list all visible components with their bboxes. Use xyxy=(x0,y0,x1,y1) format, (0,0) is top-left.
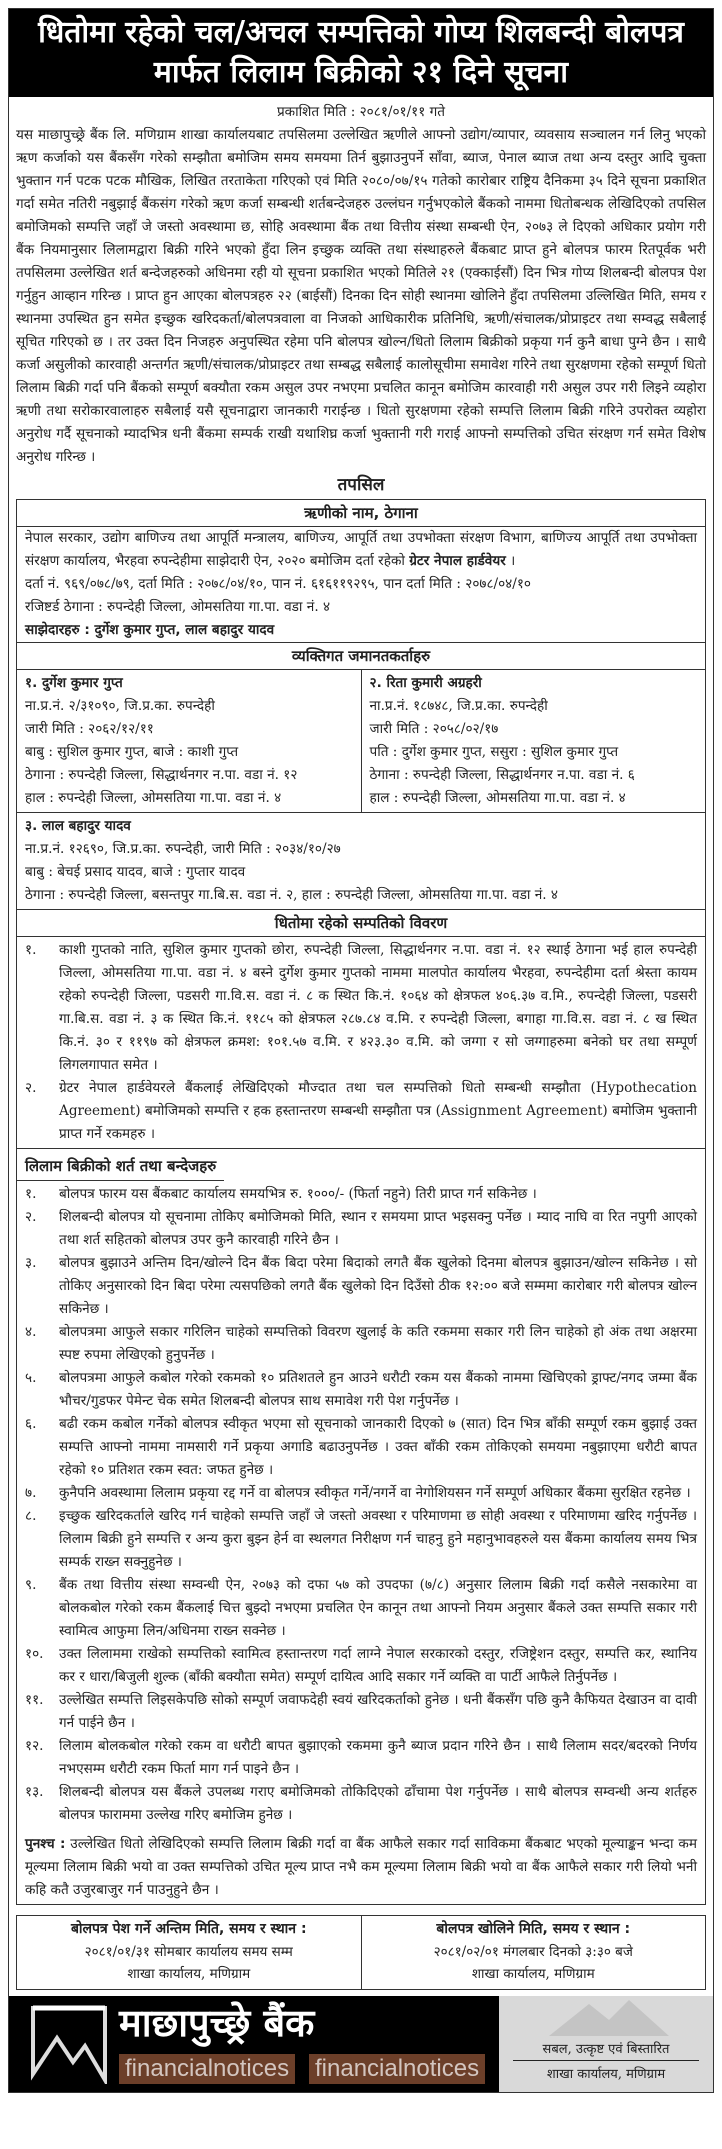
guarantor-line: ना.प्र.नं. १८७४८, जि.प्र.का. रुपन्देही xyxy=(369,698,548,714)
guarantor-line: हाल : रुपन्देही जिल्ला, ओमसतिया गा.पा. वडा नं. ४ xyxy=(369,790,626,806)
borrower-desc-text: नेपाल सरकार, उद्योग बाणिज्य तथा आपूर्ति मन्त्रालय, बाणिज्य, आपूर्ति तथा उपभोक्ता संरक्षण विभाग, बाणिज्य आपूर्ति तथा उपभोक्ता संरक्षण कार्यालय, भैरहवा रुपन्देहीमा साझेदारी ऐन, २०२० बमोजिम दर्ता रहेको xyxy=(25,530,697,569)
guarantor-line: पति : दुर्गेश कुमार गुप्त, ससुरा : सुशिल कुमार गुप्त xyxy=(369,744,619,760)
borrower-partners: साझेदारहरु : दुर्गेश कुमार गुप्त, लाल बहादुर यादव xyxy=(25,622,275,638)
deadline-place: शाखा कार्यालय, मणिग्राम xyxy=(471,1966,595,1982)
borrower-description xyxy=(25,527,697,573)
list-item xyxy=(25,1689,697,1735)
list-item xyxy=(25,1735,697,1781)
title-line-2: मार्फत लिलाम बिक्रीको २१ दिने सूचना xyxy=(153,55,569,90)
item-number: ४. xyxy=(25,1324,37,1340)
item-text: शिलबन्दी बोलपत्र यो सूचनामा तोकिए बमोजिमको मिति, स्थान र समयमा प्राप्त भइसक्नु पर्नेछ । म्याद नाघि वा रित नपुगी आएको तथा शर्त सहितको बोलपत्र उपर कुनै कारवाही गरिने छैन । xyxy=(59,1209,697,1248)
item-number: ५. xyxy=(25,1370,37,1386)
postscript-text: उल्लेखित धितो लेखिदिएको सम्पत्ति लिलाम बिक्री गर्दा वा बैंक आफैले सकार गर्दा साविकमा बैंकबाट भएको मूल्याङ्कन भन्दा कम मूल्यमा लिलाम बिक्री भयो वा उक्त सम्पत्तिको उचित मूल्य प्राप्त नभै कम मूल्यमा लिलाम बिक्री भयो वा बैंक आफैले सकार गरी लियो भनी कहि कतै उजुरबाजुर गर्न पाउनुहुने छैन । xyxy=(25,1836,697,1898)
item-text: उक्त लिलाममा राखेको सम्पत्तिको स्वामित्व हस्तान्तरण गर्दा लाग्ने नेपाल सरकारको दस्तुर, रजिष्ट्रेशन दस्तुर, सम्पत्ति कर, स्थानिय कर र धारा/बिजुली शुल्क (बाँकी बक्यौता समेत) सम्पूर्ण दायित्व आदि सकार गर्ने व्यक्ति वा पार्टी आफैले तिर्नुपर्नेछ । xyxy=(59,1646,697,1685)
borrower-registration: दर्ता नं. ९६९/०७८/७९, दर्ता मिति : २०७८/०४/१०, पान नं. ६१६११९२९५, पान दर्ता मिति : २०७८/०४/१० xyxy=(25,576,531,592)
item-text: बैंक तथा वित्तीय संस्था सम्वन्धी ऐन, २०७३ को दफा ५७ को उपदफा (७/८) अनुसार लिलाम बिक्री गर्दा कसैले नसकारेमा वा बोलकबोल गरेको रकम बैंकलाई चित्त बुझ्दो नभएमा प्रचलित ऐन कानून तथा आफ्नो नियम अनुसार बैंकले उक्त सम्पत्ति सकार गरी स्वामित्व आफुमा लिन/अधिनमा राख्न सक्नेछ । xyxy=(59,1577,697,1639)
schedule-table xyxy=(16,499,706,1905)
postscript-label: पुनश्च : xyxy=(25,1836,66,1852)
list-item xyxy=(25,1505,697,1574)
item-text: बोलपत्र बुझाउने अन्तिम दिन/खोल्ने दिन बैंक बिदा परेमा बिदाको लगतै बैंक खुलेको दिनमा बोलपत्र बुझाउन/खोल्न सकिनेछ । सो तोकिए अनुसारको दिन बिदा परेमा त्यसपछिको लगतै बैंक खुलेको दिन दिउँसो ठीक १२:०० बजे सम्ममा कारोबार गरी बोलपत्र खोल्न सकिनेछ । xyxy=(59,1255,697,1317)
item-number: ११. xyxy=(25,1692,44,1708)
guarantor-card xyxy=(17,670,361,812)
guarantor-line: बाबु : बेचई प्रसाद यादव, बाजे : गुप्तार यादव xyxy=(25,864,246,880)
notice-body xyxy=(9,97,713,1905)
watermark: financialnotices xyxy=(309,2054,485,2084)
item-text: लिलाम बोलकबोल गरेको रकम वा धरौटी बापत बुझाएको रकममा कुनै ब्याज प्रदान गरिने छैन । साथै लिलाम सदर/बदरको निर्णय नभएसम्म धरौटी रकम फिर्ता माग गर्न पाइने छैन । xyxy=(59,1738,697,1777)
item-text: बढी रकम कबोल गर्नेको बोलपत्र स्वीकृत भएमा सो सूचनाको जानकारी दिएको ७ (सात) दिन भित्र बाँकी सम्पूर्ण रकम बुझाई उक्त सम्पत्ति आफ्नो नाममा नामसारी गर्ने प्रकृया अगाडि बढाउनुपर्नेछ । उक्त बाँकी रकम तोकिएको समयमा नबुझाएमा धरौटी बापत रहेको १० प्रतिशत रकम स्वत: जफत हुनेछ । xyxy=(59,1416,697,1478)
guarantor-line: बाबु : सुशिल कुमार गुप्त, बाजे : काशी गुप्त xyxy=(25,744,239,760)
mountain-logo-icon xyxy=(29,2004,109,2084)
item-number: ८. xyxy=(25,1508,37,1524)
list-item xyxy=(25,1643,697,1689)
published-date: प्रकाशित मिति : २०८१/०१/११ गते xyxy=(276,104,446,120)
guarantor-line: ठेगाना : रुपन्देही जिल्ला, सिद्धार्थनगर न.पा. वडा नं. ६ xyxy=(369,767,635,783)
borrower-name: ग्रेटर नेपाल हार्डवेयर xyxy=(409,553,506,569)
submission-deadline xyxy=(17,1916,361,1989)
list-item xyxy=(25,1183,697,1206)
list-item xyxy=(25,1781,697,1827)
deadline-place: शाखा कार्यालय, मणिग्राम xyxy=(127,1966,251,1982)
item-text: बोलपत्रमा आफुले सकार गरिलिन चाहेको सम्पत्तिको विवरण खुलाई के कति रकममा सकार गरी लिन चाहेको हो अंक तथा अक्षरमा स्पष्ट रुपमा लेखिएको हुनुपर्नेछ । xyxy=(59,1324,697,1363)
schedule-heading: तपसिल xyxy=(337,475,385,495)
item-text: कुनैपनि अवस्थामा लिलाम प्रकृया रद्द गर्ने वा बोलपत्र स्वीकृत गर्ने/नगर्ने वा नेगोशियसन गर्ने सम्पूर्ण अधिकार बैंकमा सुरक्षित रहनेछ । xyxy=(59,1485,691,1501)
list-item xyxy=(25,1482,697,1505)
item-number: १०. xyxy=(25,1646,44,1662)
borrower-heading: ऋणीको नाम, ठेगाना xyxy=(17,500,705,527)
guarantor-line: जारी मिति : २०६२/१२/११ xyxy=(25,721,154,737)
borrower-address: रजिष्टर्ड ठेगाना : रुपन्देही जिल्ला, ओमसतिया गा.पा. वडा नं. ४ xyxy=(25,599,331,615)
guarantors-row xyxy=(17,670,705,813)
borrower-section xyxy=(17,527,705,642)
deadlines-table xyxy=(16,1915,706,1990)
opening-date xyxy=(361,1916,706,1989)
bank-logo-band xyxy=(9,1996,713,2092)
item-number: ३. xyxy=(25,1255,37,1271)
watermark: financialnotices xyxy=(119,2054,295,2084)
item-text: काशी गुप्तको नाति, सुशिल कुमार गुप्तको छोरा, रुपन्देही जिल्ला, सिद्धार्थनगर न.पा. वडा नं. १२ स्थाई ठेगाना भई हाल रुपन्देही जिल्ला, ओमसतिया गा.पा. वडा नं. ४ बस्ने दुर्गेश कुमार गुप्तको नाममा मालपोत कार्यालय भैरहवा, रुपन्देहीमा दर्ता श्रेस्ता कायम रहेको रुपन्देही जिल्ला, पडसरी गा.वि.स. वडा नं. ८ क स्थित कि.नं. १०६४ को क्षेत्रफल ४०६.३७ व.मि., रुपन्देही जिल्ला, पडसरी गा.बि.स. वडा नं. ३ क स्थित कि.नं. ११८५ को क्षेत्रफल २८७.८४ व.मि. र रुपन्देही जिल्ला, बगाहा गा.वि.स. वडा नं. ८ ख स्थित कि.नं. ३० र ११९७ को क्षेत्रफल क्रमश: १०१.५७ व.मि. र ४२३.३० व.मि. को जग्गा र सो जग्गाहरुमा बनेको घर तथा सम्पूर्ण लिगलगापात समेत । xyxy=(59,942,697,1073)
list-item xyxy=(25,1413,697,1482)
mountain-peak-icon xyxy=(549,1996,669,2036)
item-number: १३. xyxy=(25,1784,44,1800)
notice-frame xyxy=(8,8,714,2093)
item-text: इच्छुक खरिदकर्ताले खरिद गर्न चाहेको सम्पत्ति जहाँ जे जस्तो अवस्था र परिमाणमा छ सोही अवस्था र परिमाणमा खरिद गर्नुपर्नेछ । लिलाम बिक्री हुने सम्पत्ति र अन्य कुरा बुझ्न हेर्न वा स्थलगत निरीक्षण गर्न चाहनु हुने महानुभावहरुले यस बैंकमा कार्यालय समय भित्र सम्पर्क राख्न सक्नुहुनेछ । xyxy=(59,1508,697,1570)
list-item xyxy=(25,939,697,1077)
guarantor-card xyxy=(17,813,705,909)
item-number: ६. xyxy=(25,1416,37,1432)
bank-name: माछापुच्छ्रे बैंक xyxy=(119,2001,315,2045)
list-item xyxy=(25,1574,697,1643)
guarantor-line: ठेगाना : रुपन्देही जिल्ला, बसन्तपुर गा.बि.स. वडा नं. २, हाल : रुपन्देही जिल्ला, ओमसतिया गा.पा. वडा नं. ४ xyxy=(25,887,558,903)
guarantor-line: जारी मिति : २०५८/०२/१७ xyxy=(369,721,499,737)
guarantor-name: ३. लाल बहादुर यादव xyxy=(25,818,131,834)
item-number: १. xyxy=(25,942,37,958)
item-number: १. xyxy=(25,1186,37,1202)
deadline-datetime: २०८१/०२/०१ मंगलबार दिनको ३:३० बजे xyxy=(433,1944,633,1960)
guarantor-name: १. दुर्गेश कुमार गुप्त xyxy=(25,675,123,691)
list-item xyxy=(25,1077,697,1146)
deadline-label: बोलपत्र खोलिने मिति, समय र स्थान : xyxy=(436,1921,631,1937)
postscript xyxy=(17,1829,705,1904)
deadline-datetime: २०८१/०१/३१ सोमबार कार्यालय समय सम्म xyxy=(84,1944,293,1960)
list-item xyxy=(25,1252,697,1321)
item-number: ९. xyxy=(25,1577,37,1593)
deadline-label: बोलपत्र पेश गर्ने अन्तिम मिति, समय र स्थान : xyxy=(70,1921,307,1937)
borrower-desc-end: । xyxy=(505,553,516,569)
item-text: शिलबन्दी बोलपत्र यस बैंकले उपलब्ध गराए बमोजिमको तोकिदिएको ढाँचामा पेश गर्नुपर्नेछ । साथै बोलपत्र सम्वन्धी अन्य शर्तहरु बोलपत्र फाराममा उल्लेख गरिए बमोजिम हुनेछ । xyxy=(59,1784,697,1823)
item-text: बोलपत्रमा आफुले कबोल गरेको रकमको १० प्रतिशतले हुन आउने धरौटी रकम यस बैंकको नाममा खिचिएको ड्राफ्ट/नगद जम्मा बैंक भौचर/गुडफर पेमेन्ट चेक समेत शिलबन्दी बोलपत्र साथ समावेश गरी पेश गर्नुपर्नेछ । xyxy=(59,1370,697,1409)
guarantor-line: ना.प्र.नं. १२६९०, जि.प्र.का. रुपन्देही, जारी मिति : २०३४/१०/२७ xyxy=(25,841,341,857)
item-number: १२. xyxy=(25,1738,44,1754)
list-item xyxy=(25,1367,697,1413)
guarantor-line: ना.प्र.नं. २/३१०९०, जि.प्र.का. रुपन्देही xyxy=(25,698,215,714)
bank-tagline: सबल, उत्कृष्ट एवं बिस्तारित xyxy=(513,2040,699,2061)
notice-title xyxy=(9,9,713,97)
intro-paragraph: यस माछापुच्छ्रे बैंक लि. मणिग्राम शाखा कार्यालयबाट तपसिलमा उल्लेखित ऋणीले आफ्नो उद्योग/व्यापार, व्यवसाय सञ्चालन गर्न लिनु भएको ऋण कर्जाको यस बैंकसँग गरेको सम्झौता बमोजिम समय समयमा तिर्न बुझाउनुपर्ने साँवा, ब्याज, पेनाल ब्याज तथा अन्य दस्तुर आदि चुक्ता भुक्तान गर्न पटक पटक मौखिक, लिखित तरताकेता गरिएको एवं मिति २०८०/०७/१५ गतेको कारोबार राष्ट्रिय दैनिकमा ३५ दिने सूचना प्रकाशित गर्दा समेत नतिरी नबुझाई बैंकसंग गरेको ऋण कर्जा सम्बन्धी शर्तबन्देजहरु उल्लंघन गर्नुभएकोले बैंकको नाममा धितोबन्धक लेखिदिएको तपसिल बमोजिमको सम्पत्ति जहाँ जे जस्तो अवस्थामा छ, सोहि अवस्थामा बैंक तथा वित्तीय संस्था सम्बन्धी ऐन, २०७३ ले दिएको अधिकार प्रयोग गरी बैंक नियमानुसार लिलामद्वारा बिक्री गरिने भएको हुँदा लिन इच्छुक व्यक्ति तथा संस्थाहरुले बैंकबाट प्राप्त हुने बोलपत्र फारम रितपूर्वक भरी तपसिलमा उल्लेखित शर्त बन्देजहरुको अधिनमा रही यो सूचना प्रकाशित भएको मितिले २१ (एक्काईसौं) दिन भित्र गोप्य शिलबन्दी बोलपत्र पेश गर्नुहुन आव्हान गरिन्छ । प्राप्त हुन आएका बोलपत्रहरु २२ (बाईसौं) दिनका दिन सोही स्थानमा खोलिने हुँदा तपसिलमा उल्लिखित मिति, समय र स्थानमा उपस्थित हुन समेत इच्छुक खरिदकर्ता/बोलपत्रवाला वा निजको आधिकारीक प्रतिनिधि, ऋणी/संचालक/प्रोप्राइटर तथा सम्वद्ध सबैलाई सूचित गरिएको छ । तर उक्त दिन निजहरु अनुपस्थित रहेमा पनि बोलपत्र खोल्न/धितो लिलाम बिक्रीको प्रकृया गर्न कुनै बाधा पुग्ने छैन । साथै कर्जा असुलीको कारवाही अन्तर्गत ऋणी/संचालक/प्रोप्राइटर तथा सम्बद्ध सबैलाई कालोसूचीमा समावेश गरिने तथा सुरक्षणमा रहेको सम्पूर्ण धितो लिलाम बिक्री गर्दा पनि बैंकको सम्पूर्ण बक्यौता रकम असुल उपर नभएमा प्रचलित कानून बमोजिम कारवाही गरी असुल उपर गरी लिइने व्यहोरा ऋणी तथा सरोकारवालाहरु सबैलाई यसै सूचनाद्वारा जानकारी गराईन्छ । धितो सुरक्षणमा रहेको सम्पत्ति लिलाम बिक्री गरिने उपरोक्त व्यहोरा अनुरोध गर्दै सूचनाको म्यादभित्र धनी बैंकमा सम्पर्क राखी यथाशिघ्र कर्जा भुक्तानी गरी गराई आफ्नो सम्पत्तिको उचित संरक्षण गर्न समेत विशेष अनुरोध गरिन्छ । xyxy=(16,127,706,465)
title-line-1: धितोमा रहेको चल/अचल सम्पत्तिको गोप्य शिलबन्दी बोलपत्र xyxy=(38,15,684,50)
guarantor-line: हाल : रुपन्देही जिल्ला, ओमसतिया गा.पा. वडा नं. ४ xyxy=(25,790,282,806)
guarantor-name: २. रिता कुमारी अग्रहरी xyxy=(369,675,482,691)
collateral-heading: धितोमा रहेको सम्पतिको विवरण xyxy=(17,909,705,937)
item-text: ग्रेटर नेपाल हार्डवेयरले बैंकलाई लेखिदिएको मौज्दात तथा चल सम्पत्तिको धितो सम्बन्धी सम्झौता (Hypothecation Agreement) बमोजिमको सम्पत्ति र हक हस्तान्तरण सम्बन्धी सम्झौता पत्र (Assignment Agreement) बमोजिम भुक्तानी प्राप्त गर्ने रकमहरु । xyxy=(59,1080,697,1142)
item-number: ७. xyxy=(25,1485,37,1501)
bank-tagline-panel xyxy=(499,1996,713,2092)
conditions-list xyxy=(17,1181,705,1829)
item-number: २. xyxy=(25,1209,37,1225)
collateral-list xyxy=(17,937,705,1149)
conditions-heading: लिलाम बिक्रीको शर्त तथा बन्देजहरु xyxy=(17,1153,224,1181)
item-text: उल्लेखित सम्पत्ति लिइसकेपछि सोको सम्पूर्ण जवाफदेही स्वयं खरिदकर्ताको हुनेछ । धनी बैंकसँग पछि कुनै कैफियत देखाउन वा दावी गर्न पाईने छैन । xyxy=(59,1692,697,1731)
list-item xyxy=(25,1206,697,1252)
guarantor-line: ठेगाना : रुपन्देही जिल्ला, सिद्धार्थनगर न.पा. वडा नं. १२ xyxy=(25,767,298,783)
item-text: बोलपत्र फारम यस बैंकबाट कार्यालय समयभित्र रु. १०००/- (फिर्ता नहुने) तिरी प्राप्त गर्न सकिनेछ । xyxy=(59,1186,537,1202)
bank-branch: शाखा कार्यालय, मणिग्राम xyxy=(546,2067,666,2082)
guarantor-card xyxy=(361,670,706,812)
list-item xyxy=(25,1321,697,1367)
guarantors-heading: व्यक्तिगत जमानतकर्ताहरु xyxy=(17,642,705,670)
item-number: २. xyxy=(25,1080,37,1096)
